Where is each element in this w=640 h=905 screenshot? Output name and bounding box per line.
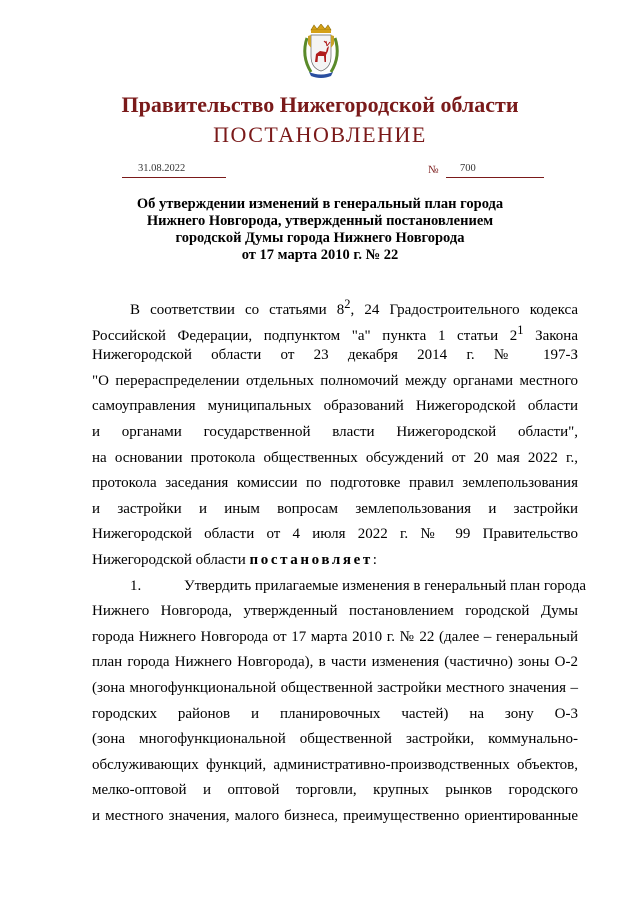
document-number-field: [446, 163, 544, 178]
preamble-line: и застройки и иным вопросам землепользования и застройки: [92, 500, 578, 517]
item-line: городских районов и планировочных частей) на зону О-3: [92, 705, 578, 722]
document-date-field: [122, 163, 226, 178]
item-line: Нижнего Новгорода, утвержденный постановлением городской Думы: [92, 603, 578, 620]
text-fragment: В соответствии со статьями 8: [130, 302, 345, 318]
item-line: обслуживающих функций, административно-производственных объектов,: [92, 756, 578, 773]
document-subject: [80, 196, 560, 264]
coat-of-arms-icon: [299, 24, 343, 78]
subject-line: Об утверждении изменений в генеральный план города: [136, 196, 504, 212]
preamble-line: Нижегородской области от 23 декабря 2014 г. № 197-З: [92, 347, 578, 364]
preamble-line: "О перераспределении отдельных полномочий между органами местного: [92, 372, 578, 389]
preamble-line: и органами государственной власти Нижегородской области",: [92, 423, 578, 440]
preamble-line: [92, 292, 578, 318]
document-body: [92, 292, 587, 829]
subject-line: Нижнего Новгорода, утвержденный постановлением: [146, 213, 494, 229]
preamble-line: [92, 318, 578, 344]
text-fragment: Закона: [523, 327, 578, 344]
superscript: 2: [344, 297, 351, 311]
text-fragment: Российской Федерации, подпунктом "а" пункта 1 статьи 2: [92, 327, 518, 344]
document-number: 700: [460, 163, 476, 174]
item-line: города Нижнего Новгорода от 17 марта 2010 г. № 22 (далее – генеральный: [92, 628, 578, 645]
item-line: [92, 574, 587, 600]
subject-line: городской Думы города Нижнего Новгорода: [175, 230, 465, 246]
text-fragment: :: [372, 551, 377, 568]
item-line: план города Нижнего Новгорода), в части изменения (частично) зоны О-2: [92, 654, 578, 671]
subject-line: от 17 марта 2010 г. № 22: [241, 247, 399, 263]
item-number: 1.: [130, 577, 142, 594]
preamble-line: на основании протокола общественных обсуждений от 20 мая 2022 г.,: [92, 449, 578, 466]
text-fragment: Утвердить прилагаемые изменения в генеральный план города: [184, 577, 587, 594]
preamble-line: [92, 548, 578, 574]
superscript: 1: [517, 322, 524, 337]
document-date: 31.08.2022: [138, 163, 186, 174]
government-title: Правительство Нижегородской области: [121, 92, 519, 117]
item-line: и местного значения, малого бизнеса, преимущественно ориентированные: [92, 807, 578, 824]
text-fragment: , 24 Градостроительного кодекса: [350, 302, 578, 318]
item-line: (зона многофункциональной общественной застройки местного значения –: [92, 679, 578, 696]
text-fragment: Нижегородской области: [92, 551, 250, 568]
preamble-line: протокола заседания комиссии по подготовке правил землепользования: [92, 475, 578, 492]
document-type: ПОСТАНОВЛЕНИЕ: [213, 122, 427, 147]
item-line: мелко-оптовой и оптовой торговли, крупных рынков городского: [92, 782, 578, 799]
preamble-line: Нижегородской области от 4 июля 2022 г. № 99 Правительство: [92, 526, 578, 543]
item-line: (зона многофункциональной общественной застройки, коммунально-: [92, 731, 578, 748]
resolution-keyword: постановляет: [249, 551, 373, 568]
preamble-line: самоуправления муниципальных образований Нижегородской области: [92, 398, 578, 415]
number-sign: №: [428, 164, 439, 176]
